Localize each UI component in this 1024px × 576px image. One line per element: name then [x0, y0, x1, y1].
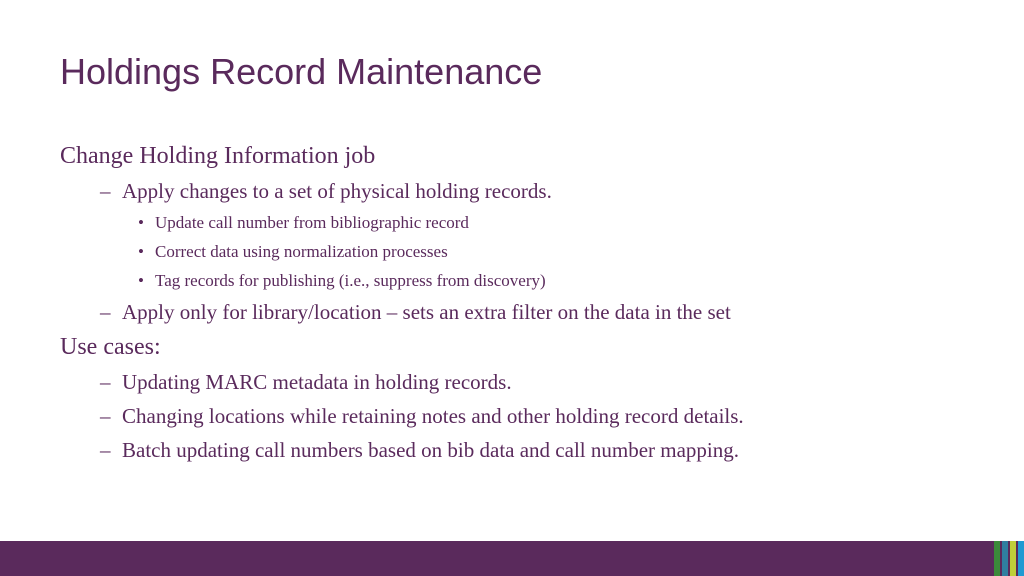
use-case-text: Updating MARC metadata in holding records.	[122, 370, 512, 394]
section1-heading: Change Holding Information job	[60, 143, 376, 169]
dash-bullet: –	[100, 404, 111, 428]
brand-stripe	[1018, 541, 1024, 576]
brand-stripes	[992, 541, 1024, 576]
section1-item2-text: Apply only for library/location – sets an extra filter on the data in the set	[122, 300, 731, 324]
brand-stripe	[1010, 541, 1016, 576]
dash-bullet: –	[100, 179, 111, 203]
dot-bullet: •	[138, 213, 144, 232]
sub-bullet-item	[60, 237, 990, 266]
sub-bullet-text: Correct data using normalization processes	[155, 242, 448, 261]
use-case-item	[60, 399, 990, 433]
dot-bullet: •	[138, 271, 144, 290]
use-case-text: Batch updating call numbers based on bib data and call number mapping.	[122, 438, 739, 462]
dash-bullet: –	[100, 438, 111, 462]
section2-heading: Use cases:	[60, 334, 161, 360]
use-case-item	[60, 433, 990, 467]
slide-title: Holdings Record Maintenance	[60, 51, 543, 92]
dash-bullet: –	[100, 300, 111, 324]
dash-bullet: –	[100, 370, 111, 394]
brand-stripe	[994, 541, 1000, 576]
brand-stripe	[1002, 541, 1008, 576]
sub-bullet-text: Tag records for publishing (i.e., suppress from discovery)	[155, 271, 546, 290]
section1-item1-text: Apply changes to a set of physical holding records.	[122, 179, 552, 203]
dot-bullet: •	[138, 242, 144, 261]
section1-item1	[60, 174, 990, 208]
footer-bar	[0, 541, 1024, 576]
use-case-text: Changing locations while retaining notes and other holding record details.	[122, 404, 744, 428]
section1-item2	[60, 295, 990, 329]
sub-bullet-text: Update call number from bibliographic record	[155, 213, 469, 232]
use-case-item	[60, 365, 990, 399]
sub-bullet-item	[60, 266, 990, 295]
slide-content	[60, 138, 990, 467]
sub-bullet-item	[60, 208, 990, 237]
